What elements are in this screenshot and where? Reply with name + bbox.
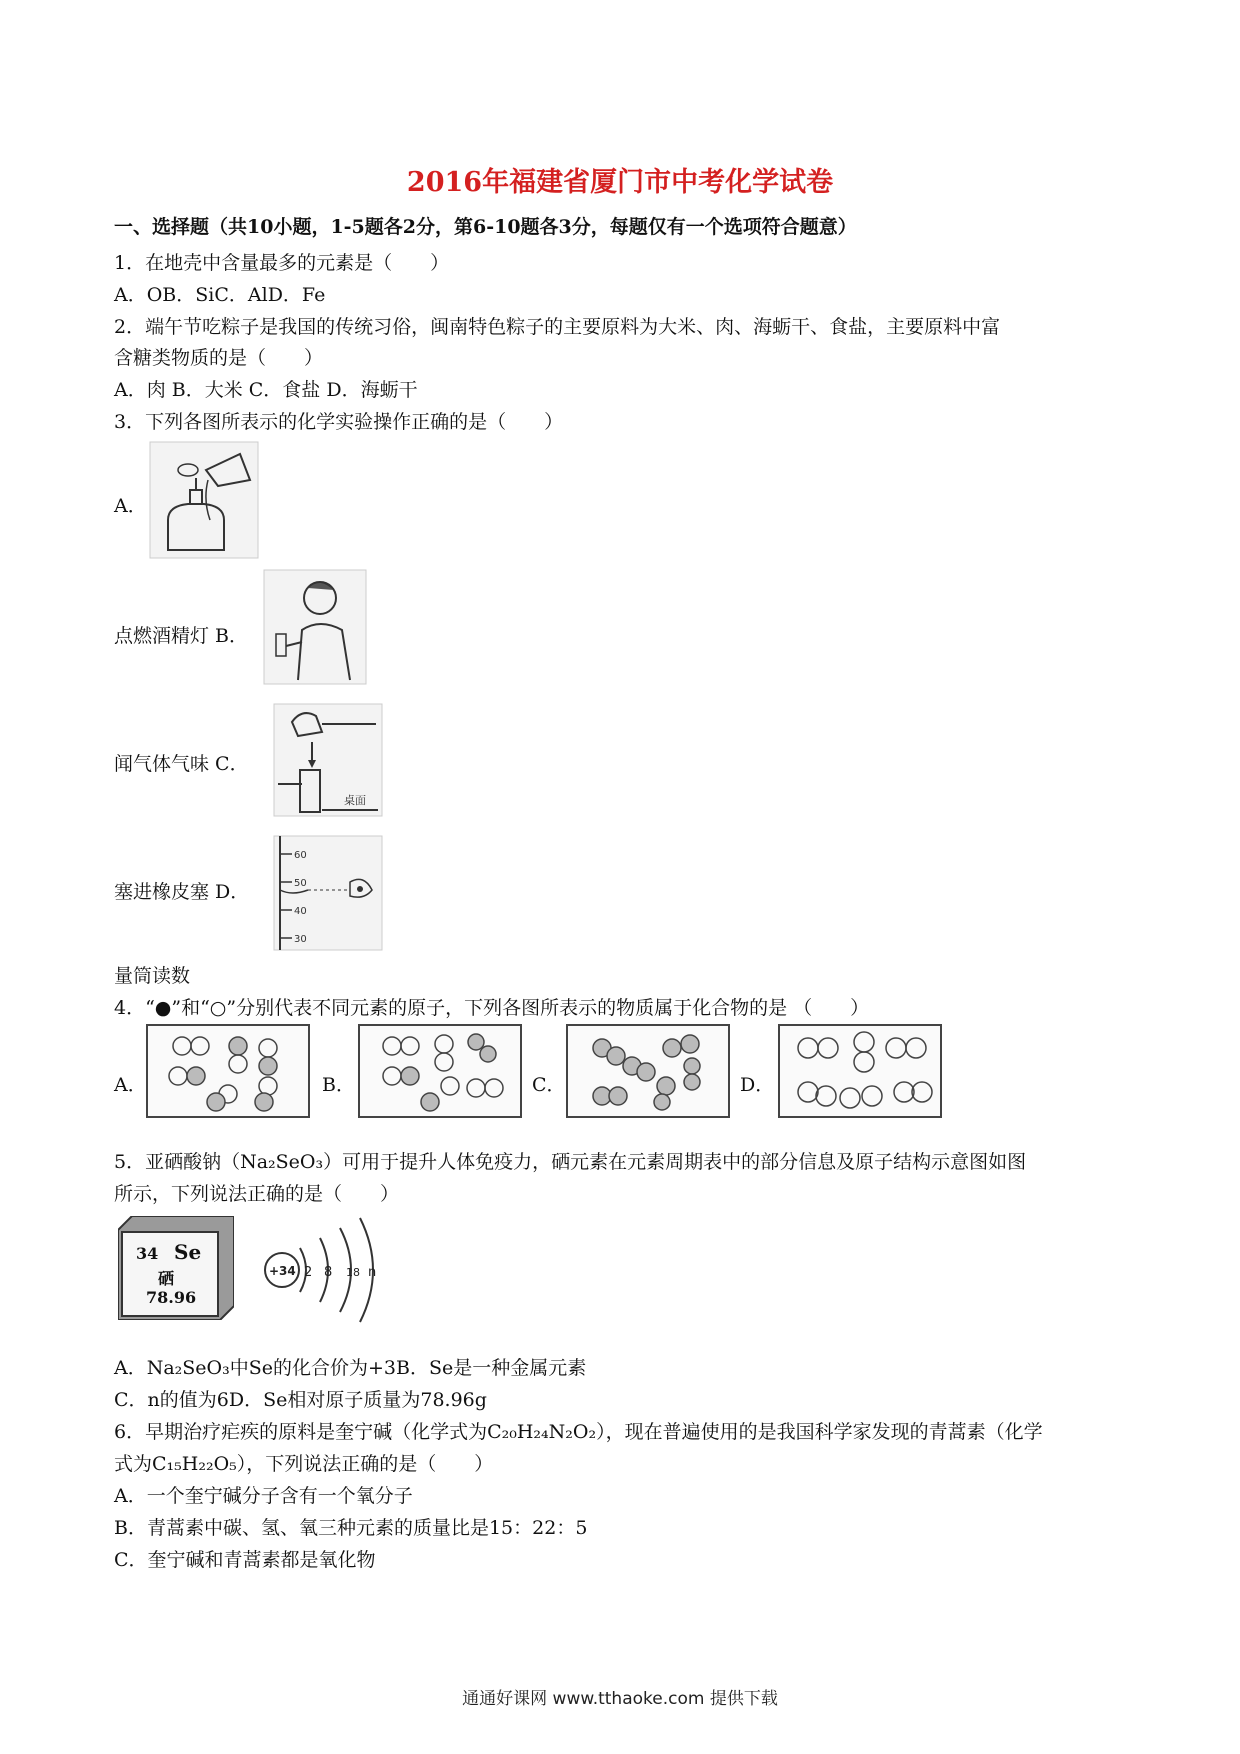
atomic-mass: 78.96: [146, 1288, 197, 1307]
page-footer: 通通好课网 www.tthaoke.com 提供下载: [462, 1689, 778, 1709]
cylinder-tick-30: 30: [294, 934, 307, 945]
q4-option-b-label: B．: [322, 1074, 355, 1096]
q4-stem: 4．“●”和“○”分别代表不同元素的原子，下列各图所表示的物质属于化合物的是 （ ）: [114, 997, 870, 1019]
q3-option-d-label: 塞进橡皮塞 D．: [114, 881, 250, 903]
element-cell-selenium: [118, 1216, 234, 1320]
q4-box-c: [566, 1024, 730, 1118]
cylinder-tick-40: 40: [294, 906, 307, 917]
q6-stem-line2: 式为C₁₅H₂₂O₅），下列说法正确的是（ ）: [114, 1453, 494, 1475]
alcohol-lamp-figure: [148, 440, 260, 560]
page-title: 2016年福建省厦门市中考化学试卷: [406, 167, 834, 198]
atomic-structure-diagram: [262, 1214, 392, 1326]
nucleus-charge: +34: [269, 1264, 296, 1278]
graduated-cylinder-figure: [272, 834, 384, 952]
q3-option-c-label: 闻气体气味 C．: [114, 753, 249, 775]
q2-stem-line1: 2．端午节吃粽子是我国的传统习俗，闽南特色粽子的主要原料为大米、肉、海蛎干、食盐，主要原料中富: [114, 316, 1001, 338]
q4-option-a-label: A．: [114, 1074, 147, 1096]
q3-option-d-caption: 量筒读数: [114, 965, 191, 987]
q3-option-a-label: A．: [114, 495, 147, 517]
table-surface-label: 桌面: [344, 794, 366, 807]
shell-3-electrons: 18: [346, 1266, 360, 1279]
q6-stem-line1: 6．早期治疗疟疾的原料是奎宁碱（化学式为C₂₀H₂₄N₂O₂），现在普遍使用的是我国科学家发现的青蒿素（化学: [114, 1421, 1043, 1443]
q4-box-d: [778, 1024, 942, 1118]
q1-stem: 1．在地壳中含量最多的元素是（ ）: [114, 252, 450, 274]
shell-1-electrons: 2: [304, 1265, 313, 1280]
cylinder-tick-60: 60: [294, 850, 307, 861]
q6-option-b: B．青蒿素中碳、氢、氧三种元素的质量比是15：22：5: [114, 1517, 588, 1539]
q4-box-a: [146, 1024, 310, 1118]
q6-option-a: A．一个奎宁碱分子含有一个氧分子: [114, 1485, 413, 1507]
element-name: 硒: [158, 1269, 175, 1288]
q5-stem-line1: 5．亚硒酸钠（Na₂SeO₃）可用于提升人体免疫力，硒元素在元素周期表中的部分信息及原子结构示意图如图: [114, 1151, 1027, 1173]
smell-gas-figure: [262, 568, 368, 686]
shell-2-electrons: 8: [324, 1265, 333, 1280]
shell-4-electrons: n: [368, 1265, 377, 1280]
q1-options: A．OB．SiC．AlD．Fe: [114, 284, 326, 306]
q4-option-d-label: D．: [740, 1074, 775, 1096]
cylinder-tick-50: 50: [294, 878, 307, 889]
q5-stem-line2: 所示，下列说法正确的是（ ）: [114, 1183, 400, 1205]
q5-options-line1: A．Na₂SeO₃中Se的化合价为+3B．Se是一种金属元素: [114, 1357, 587, 1379]
section-heading: 一、选择题（共10小题，1-5题各2分，第6-10题各3分，每题仅有一个选项符合题意）: [114, 216, 857, 238]
q4-box-b: [358, 1024, 522, 1118]
q2-stem-line2: 含糖类物质的是（ ）: [114, 347, 324, 369]
q5-options-line2: C．n的值为6D．Se相对原子质量为78.96g: [114, 1389, 487, 1411]
q2-options: A．肉 B．大米 C．食盐 D．海蛎干: [114, 379, 418, 401]
q3-option-b-label: 点燃酒精灯 B．: [114, 625, 249, 647]
atomic-number: 34: [136, 1244, 159, 1263]
q6-option-c: C．奎宁碱和青蒿素都是氧化物: [114, 1549, 376, 1571]
rubber-stopper-figure: [272, 702, 384, 818]
element-symbol: Se: [174, 1240, 202, 1264]
q4-option-c-label: C．: [532, 1074, 566, 1096]
q3-stem: 3．下列各图所表示的化学实验操作正确的是（ ）: [114, 411, 564, 433]
